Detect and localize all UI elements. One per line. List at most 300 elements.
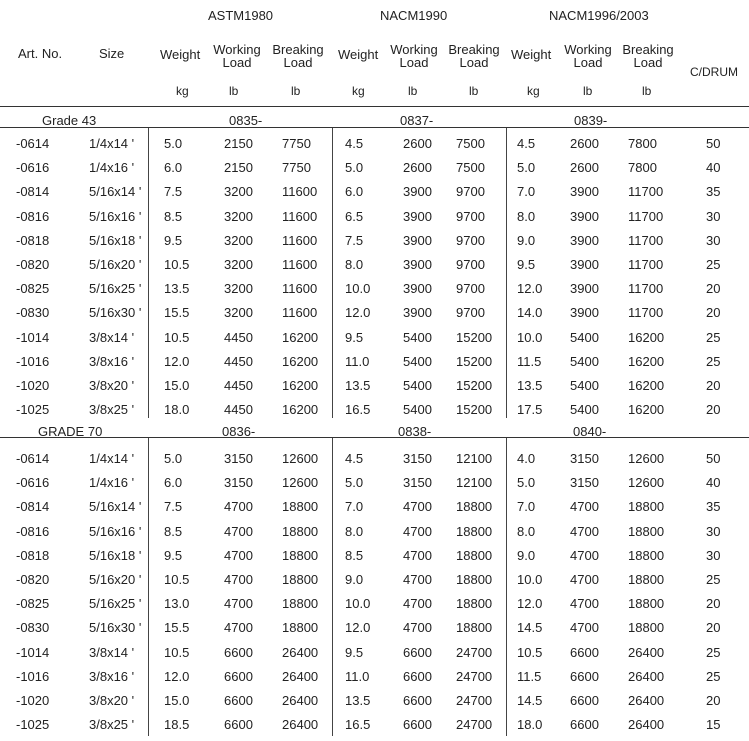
cell-breaking-load: 18800 — [628, 572, 665, 587]
cell-breaking-load: 18800 — [456, 572, 493, 587]
cell-breaking-load: 16200 — [628, 329, 665, 345]
unit-kg: kg — [352, 84, 365, 98]
cell-working-load: 4450 — [224, 378, 253, 393]
table-row — [0, 402, 749, 426]
cell-working-load: 5400 — [403, 353, 432, 369]
cell-weight: 16.5 — [345, 402, 371, 418]
cell-c-drum: 20 — [706, 596, 721, 612]
cell-size: 5/16x18 ' — [89, 547, 142, 563]
cell-size: 5/16x25 ' — [89, 281, 142, 297]
cell-art-no: -0825 — [16, 596, 50, 612]
table-row — [0, 354, 749, 378]
cell-size: 1/4x16 ' — [89, 160, 135, 176]
standard-nacm1990: NACM1990 — [380, 8, 448, 23]
cell-working-load: 3150 — [403, 475, 432, 491]
section-code: 0838- — [398, 424, 432, 439]
cell-working-load: 3900 — [403, 232, 432, 248]
cell-breaking-load: 18800 — [282, 596, 319, 612]
cell-working-load: 3150 — [224, 451, 253, 466]
cell-c-drum: 25 — [706, 257, 721, 272]
header-divider — [0, 106, 749, 107]
table-row — [0, 475, 749, 499]
cell-breaking-load: 16200 — [628, 353, 665, 369]
cell-weight: 5.0 — [517, 475, 536, 491]
cell-breaking-load: 18800 — [456, 620, 493, 636]
cell-weight: 15.0 — [164, 378, 190, 393]
cell-weight: 12.0 — [164, 668, 190, 684]
cell-c-drum: 30 — [706, 523, 721, 539]
cell-c-drum: 35 — [706, 499, 721, 515]
cell-weight: 10.5 — [517, 644, 543, 660]
cell-working-load: 4700 — [570, 620, 599, 636]
unit-lb: lb — [642, 84, 652, 98]
cell-working-load: 3900 — [403, 184, 432, 200]
cell-weight: 12.0 — [345, 305, 371, 321]
cell-breaking-load: 7500 — [456, 136, 485, 151]
cell-working-load: 4700 — [403, 596, 432, 612]
cell-working-load: 6600 — [403, 717, 432, 733]
cell-weight: 9.0 — [517, 232, 536, 248]
cell-working-load: 5400 — [570, 329, 599, 345]
cell-breaking-load: 9700 — [456, 281, 485, 297]
cell-weight: 15.0 — [164, 693, 190, 708]
cell-breaking-load: 18800 — [628, 596, 665, 612]
cell-size: 3/8x25 ' — [89, 402, 135, 418]
cell-weight: 18.0 — [517, 717, 543, 733]
cell-weight: 10.5 — [164, 257, 190, 272]
cell-working-load: 4700 — [224, 620, 253, 636]
cell-weight: 11.0 — [345, 668, 370, 684]
cell-working-load: 5400 — [403, 378, 432, 393]
cell-weight: 5.0 — [345, 475, 364, 491]
cell-breaking-load: 15200 — [456, 353, 493, 369]
cell-art-no: -0818 — [16, 547, 50, 563]
cell-breaking-load: 18800 — [282, 523, 319, 539]
cell-breaking-load: 26400 — [628, 668, 665, 684]
cell-weight: 7.5 — [164, 184, 183, 200]
cell-art-no: -0816 — [16, 523, 50, 539]
cell-breaking-load: 24700 — [456, 717, 493, 733]
cell-breaking-load: 9700 — [456, 184, 485, 200]
cell-breaking-load: 26400 — [282, 644, 319, 660]
cell-weight: 16.5 — [345, 717, 371, 733]
cell-working-load: 4450 — [224, 329, 253, 345]
cell-working-load: 4700 — [570, 499, 599, 515]
cell-working-load: 6600 — [570, 717, 599, 733]
cell-c-drum: 30 — [706, 547, 721, 563]
cell-working-load: 3900 — [403, 257, 432, 272]
cell-weight: 5.0 — [164, 451, 183, 466]
cell-weight: 5.0 — [517, 160, 536, 176]
cell-size: 5/16x20 ' — [89, 572, 142, 587]
cell-size: 3/8x25 ' — [89, 717, 135, 733]
cell-c-drum: 50 — [706, 451, 721, 466]
cell-working-load: 4700 — [570, 572, 599, 587]
header-size: Size — [99, 46, 125, 61]
table-row — [0, 717, 749, 741]
cell-breaking-load: 15200 — [456, 329, 493, 345]
cell-breaking-load: 18800 — [628, 620, 665, 636]
cell-weight: 7.0 — [517, 499, 536, 515]
cell-c-drum: 30 — [706, 208, 721, 224]
cell-size: 1/4x14 ' — [89, 451, 135, 466]
cell-breaking-load: 12100 — [456, 475, 493, 491]
cell-working-load: 6600 — [403, 693, 432, 708]
cell-working-load: 3200 — [224, 281, 253, 297]
cell-breaking-load: 18800 — [282, 572, 319, 587]
cell-weight: 10.0 — [517, 329, 543, 345]
cell-c-drum: 35 — [706, 184, 721, 200]
cell-breaking-load: 16200 — [628, 378, 665, 393]
cell-breaking-load: 18800 — [628, 499, 665, 515]
unit-kg: kg — [176, 84, 189, 98]
cell-art-no: -0814 — [16, 499, 50, 515]
table-row — [0, 233, 749, 257]
cell-art-no: -0830 — [16, 620, 50, 636]
cell-weight: 6.0 — [345, 184, 364, 200]
cell-c-drum: 15 — [706, 717, 721, 733]
cell-working-load: 2600 — [570, 160, 599, 176]
cell-working-load: 5400 — [403, 329, 432, 345]
cell-art-no: -1014 — [16, 644, 50, 660]
table-row — [0, 499, 749, 523]
table-row — [0, 281, 749, 305]
cell-weight: 12.0 — [164, 353, 190, 369]
cell-working-load: 2150 — [224, 160, 253, 176]
cell-breaking-load: 24700 — [456, 644, 493, 660]
table-row — [0, 257, 749, 281]
cell-weight: 10.0 — [345, 596, 371, 612]
cell-size: 3/8x14 ' — [89, 644, 135, 660]
cell-breaking-load: 9700 — [456, 305, 485, 321]
cell-working-load: 4700 — [403, 523, 432, 539]
cell-breaking-load: 24700 — [456, 668, 493, 684]
cell-working-load: 2600 — [403, 160, 432, 176]
cell-size: 5/16x16 ' — [89, 208, 142, 224]
cell-art-no: -0830 — [16, 305, 50, 321]
cell-weight: 18.5 — [164, 717, 190, 733]
cell-art-no: -1020 — [16, 378, 50, 393]
cell-working-load: 5400 — [570, 353, 599, 369]
table-row — [0, 330, 749, 354]
cell-weight: 8.5 — [345, 547, 364, 563]
cell-weight: 5.0 — [345, 160, 364, 176]
cell-weight: 4.5 — [345, 136, 364, 151]
cell-breaking-load: 11700 — [628, 208, 664, 224]
cell-working-load: 4700 — [570, 523, 599, 539]
cell-weight: 7.0 — [517, 184, 536, 200]
cell-working-load: 3900 — [570, 232, 599, 248]
cell-weight: 10.5 — [164, 329, 190, 345]
cell-weight: 14.5 — [517, 620, 543, 636]
cell-working-load: 3150 — [570, 475, 599, 491]
table-row — [0, 160, 749, 184]
cell-art-no: -1020 — [16, 693, 50, 708]
cell-working-load: 3900 — [570, 208, 599, 224]
cell-breaking-load: 11700 — [628, 184, 664, 200]
cell-breaking-load: 12600 — [628, 475, 665, 491]
cell-working-load: 3150 — [403, 451, 432, 466]
cell-breaking-load: 12600 — [282, 451, 319, 466]
cell-size: 3/8x16 ' — [89, 668, 135, 684]
cell-working-load: 3200 — [224, 208, 253, 224]
cell-c-drum: 20 — [706, 402, 721, 418]
cell-art-no: -1016 — [16, 353, 50, 369]
cell-working-load: 5400 — [570, 402, 599, 418]
section-label-grade-70: GRADE 70 — [38, 424, 103, 439]
cell-c-drum: 30 — [706, 232, 721, 248]
section-code: 0839- — [574, 113, 608, 128]
cell-breaking-load: 7500 — [456, 160, 485, 176]
cell-working-load: 4700 — [224, 596, 253, 612]
cell-weight: 15.5 — [164, 620, 190, 636]
cell-art-no: -1025 — [16, 717, 50, 733]
table-row — [0, 209, 749, 233]
cell-weight: 7.0 — [345, 499, 364, 515]
table-row — [0, 378, 749, 402]
cell-working-load: 3200 — [224, 184, 253, 200]
cell-weight: 4.5 — [517, 136, 536, 151]
cell-breaking-load: 18800 — [456, 499, 493, 515]
cell-working-load: 3200 — [224, 232, 253, 248]
cell-breaking-load: 11600 — [282, 305, 318, 321]
header-working-load: Working Load — [390, 42, 438, 70]
cell-breaking-load: 16200 — [628, 402, 665, 418]
cell-breaking-load: 16200 — [282, 353, 319, 369]
cell-size: 5/16x16 ' — [89, 523, 142, 539]
cell-working-load: 4700 — [224, 547, 253, 563]
cell-breaking-load: 15200 — [456, 402, 493, 418]
header-art-no: Art. No. — [18, 46, 63, 61]
cell-weight: 10.0 — [517, 572, 543, 587]
cell-weight: 9.5 — [345, 329, 364, 345]
header-weight: Weight — [338, 47, 379, 62]
cell-weight: 17.5 — [517, 402, 543, 418]
cell-working-load: 3900 — [403, 305, 432, 321]
cell-art-no: -0818 — [16, 232, 50, 248]
cell-weight: 9.0 — [517, 547, 536, 563]
cell-working-load: 3900 — [403, 208, 432, 224]
cell-breaking-load: 11700 — [628, 257, 664, 272]
standard-nacm1996-2003: NACM1996/2003 — [549, 8, 649, 23]
header-breaking-load: Breaking Load — [622, 42, 674, 70]
cell-size: 3/8x20 ' — [89, 693, 135, 708]
cell-breaking-load: 18800 — [456, 596, 493, 612]
cell-weight: 8.0 — [517, 208, 536, 224]
cell-weight: 13.0 — [164, 596, 190, 612]
cell-working-load: 3200 — [224, 305, 253, 321]
cell-working-load: 6600 — [570, 693, 599, 708]
unit-lb: lb — [291, 84, 301, 98]
cell-breaking-load: 15200 — [456, 378, 493, 393]
cell-c-drum: 20 — [706, 281, 721, 297]
cell-breaking-load: 11600 — [282, 208, 318, 224]
cell-working-load: 4700 — [403, 572, 432, 587]
cell-art-no: -0820 — [16, 257, 50, 272]
cell-weight: 14.0 — [517, 305, 543, 321]
table-row — [0, 305, 749, 329]
cell-working-load: 2600 — [570, 136, 599, 151]
cell-size: 3/8x20 ' — [89, 378, 135, 393]
section-code: 0836- — [222, 424, 256, 439]
cell-weight: 8.5 — [164, 523, 183, 539]
cell-weight: 11.5 — [517, 668, 542, 684]
cell-breaking-load: 26400 — [282, 668, 319, 684]
table-row — [0, 451, 749, 475]
cell-weight: 12.0 — [517, 596, 543, 612]
header-weight: Weight — [511, 47, 552, 62]
cell-c-drum: 25 — [706, 644, 721, 660]
cell-working-load: 4700 — [403, 547, 432, 563]
cell-weight: 10.5 — [164, 572, 190, 587]
cell-weight: 13.5 — [164, 281, 190, 297]
cell-working-load: 6600 — [224, 717, 253, 733]
cell-art-no: -0820 — [16, 572, 50, 587]
cell-size: 1/4x14 ' — [89, 136, 135, 151]
cell-size: 5/16x18 ' — [89, 232, 142, 248]
cell-breaking-load: 26400 — [628, 717, 665, 733]
table-row — [0, 596, 749, 620]
table-row — [0, 184, 749, 208]
cell-breaking-load: 18800 — [456, 523, 493, 539]
cell-weight: 5.0 — [164, 136, 183, 151]
cell-working-load: 5400 — [570, 378, 599, 393]
cell-art-no: -1025 — [16, 402, 50, 418]
cell-weight: 18.0 — [164, 402, 190, 418]
cell-size: 3/8x14 ' — [89, 329, 135, 345]
cell-art-no: -0614 — [16, 136, 50, 151]
cell-weight: 8.0 — [517, 523, 536, 539]
cell-c-drum: 20 — [706, 305, 721, 321]
table-row — [0, 572, 749, 596]
unit-lb: lb — [469, 84, 479, 98]
cell-c-drum: 20 — [706, 693, 721, 708]
cell-size: 5/16x25 ' — [89, 596, 142, 612]
cell-size: 5/16x20 ' — [89, 257, 142, 272]
section-divider — [0, 127, 749, 128]
cell-weight: 6.0 — [164, 475, 183, 491]
unit-lb: lb — [408, 84, 418, 98]
cell-working-load: 2150 — [224, 136, 253, 151]
cell-weight: 9.5 — [517, 257, 536, 272]
cell-weight: 9.0 — [345, 572, 364, 587]
cell-breaking-load: 26400 — [628, 644, 665, 660]
cell-working-load: 4700 — [224, 572, 253, 587]
cell-breaking-load: 18800 — [628, 547, 665, 563]
cell-working-load: 3150 — [224, 475, 253, 491]
cell-breaking-load: 9700 — [456, 208, 485, 224]
table-row — [0, 524, 749, 548]
cell-weight: 9.5 — [345, 644, 364, 660]
cell-size: 3/8x16 ' — [89, 353, 135, 369]
cell-working-load: 3900 — [403, 281, 432, 297]
cell-breaking-load: 12600 — [282, 475, 319, 491]
cell-breaking-load: 16200 — [282, 378, 319, 393]
cell-breaking-load: 7800 — [628, 160, 657, 176]
cell-working-load: 5400 — [403, 402, 432, 418]
cell-size: 5/16x14 ' — [89, 184, 142, 200]
cell-breaking-load: 11700 — [628, 305, 664, 321]
header-weight: Weight — [160, 47, 201, 62]
section-label-grade-43: Grade 43 — [42, 113, 97, 128]
cell-weight: 13.5 — [345, 378, 371, 393]
cell-size: 5/16x30 ' — [89, 305, 142, 321]
cell-breaking-load: 16200 — [282, 329, 319, 345]
cell-art-no: -0816 — [16, 208, 50, 224]
cell-breaking-load: 26400 — [282, 693, 319, 708]
section-code: 0835- — [229, 113, 263, 128]
cell-c-drum: 20 — [706, 378, 721, 393]
table-row — [0, 136, 749, 160]
cell-breaking-load: 18800 — [282, 499, 319, 515]
standard-astm1980: ASTM1980 — [208, 8, 274, 23]
cell-weight: 7.5 — [164, 499, 183, 515]
cell-working-load: 4700 — [403, 499, 432, 515]
cell-weight: 13.5 — [517, 378, 543, 393]
cell-weight: 7.5 — [345, 232, 364, 248]
cell-working-load: 4450 — [224, 402, 253, 418]
cell-working-load: 6600 — [224, 693, 253, 708]
header-working-load: Working Load — [564, 42, 612, 70]
cell-size: 5/16x14 ' — [89, 499, 142, 515]
cell-art-no: -1016 — [16, 668, 50, 684]
cell-working-load: 4450 — [224, 353, 253, 369]
cell-working-load: 4700 — [403, 620, 432, 636]
cell-weight: 15.5 — [164, 305, 190, 321]
table-row — [0, 693, 749, 717]
cell-breaking-load: 26400 — [282, 717, 319, 733]
cell-breaking-load: 9700 — [456, 257, 485, 272]
cell-weight: 13.5 — [345, 693, 371, 708]
cell-breaking-load: 11600 — [282, 281, 318, 297]
cell-weight: 8.5 — [164, 208, 183, 224]
section-divider — [0, 437, 749, 438]
cell-c-drum: 25 — [706, 668, 721, 684]
cell-size: 5/16x30 ' — [89, 620, 142, 636]
cell-breaking-load: 18800 — [282, 620, 319, 636]
header-breaking-load: Breaking Load — [448, 42, 500, 70]
cell-weight: 14.5 — [517, 693, 543, 708]
header-breaking-load: Breaking Load — [272, 42, 324, 70]
cell-breaking-load: 11600 — [282, 232, 318, 248]
cell-breaking-load: 24700 — [456, 693, 493, 708]
cell-c-drum: 50 — [706, 136, 721, 151]
cell-breaking-load: 18800 — [282, 547, 319, 563]
cell-c-drum: 40 — [706, 160, 721, 176]
cell-c-drum: 40 — [706, 475, 721, 491]
cell-working-load: 6600 — [570, 644, 599, 660]
cell-working-load: 4700 — [570, 547, 599, 563]
cell-working-load: 3200 — [224, 257, 253, 272]
table-row — [0, 669, 749, 693]
cell-breaking-load: 9700 — [456, 232, 485, 248]
cell-working-load: 6600 — [403, 668, 432, 684]
cell-weight: 11.0 — [345, 353, 370, 369]
cell-working-load: 3900 — [570, 305, 599, 321]
cell-weight: 4.0 — [517, 451, 536, 466]
cell-weight: 10.5 — [164, 644, 190, 660]
cell-art-no: -0616 — [16, 475, 50, 491]
table-row — [0, 548, 749, 572]
cell-weight: 4.5 — [345, 451, 364, 466]
cell-breaking-load: 11700 — [628, 281, 664, 297]
cell-art-no: -0825 — [16, 281, 50, 297]
cell-breaking-load: 7750 — [282, 160, 311, 176]
section-code: 0840- — [573, 424, 607, 439]
cell-working-load: 6600 — [403, 644, 432, 660]
cell-c-drum: 20 — [706, 620, 721, 636]
cell-working-load: 3150 — [570, 451, 599, 466]
